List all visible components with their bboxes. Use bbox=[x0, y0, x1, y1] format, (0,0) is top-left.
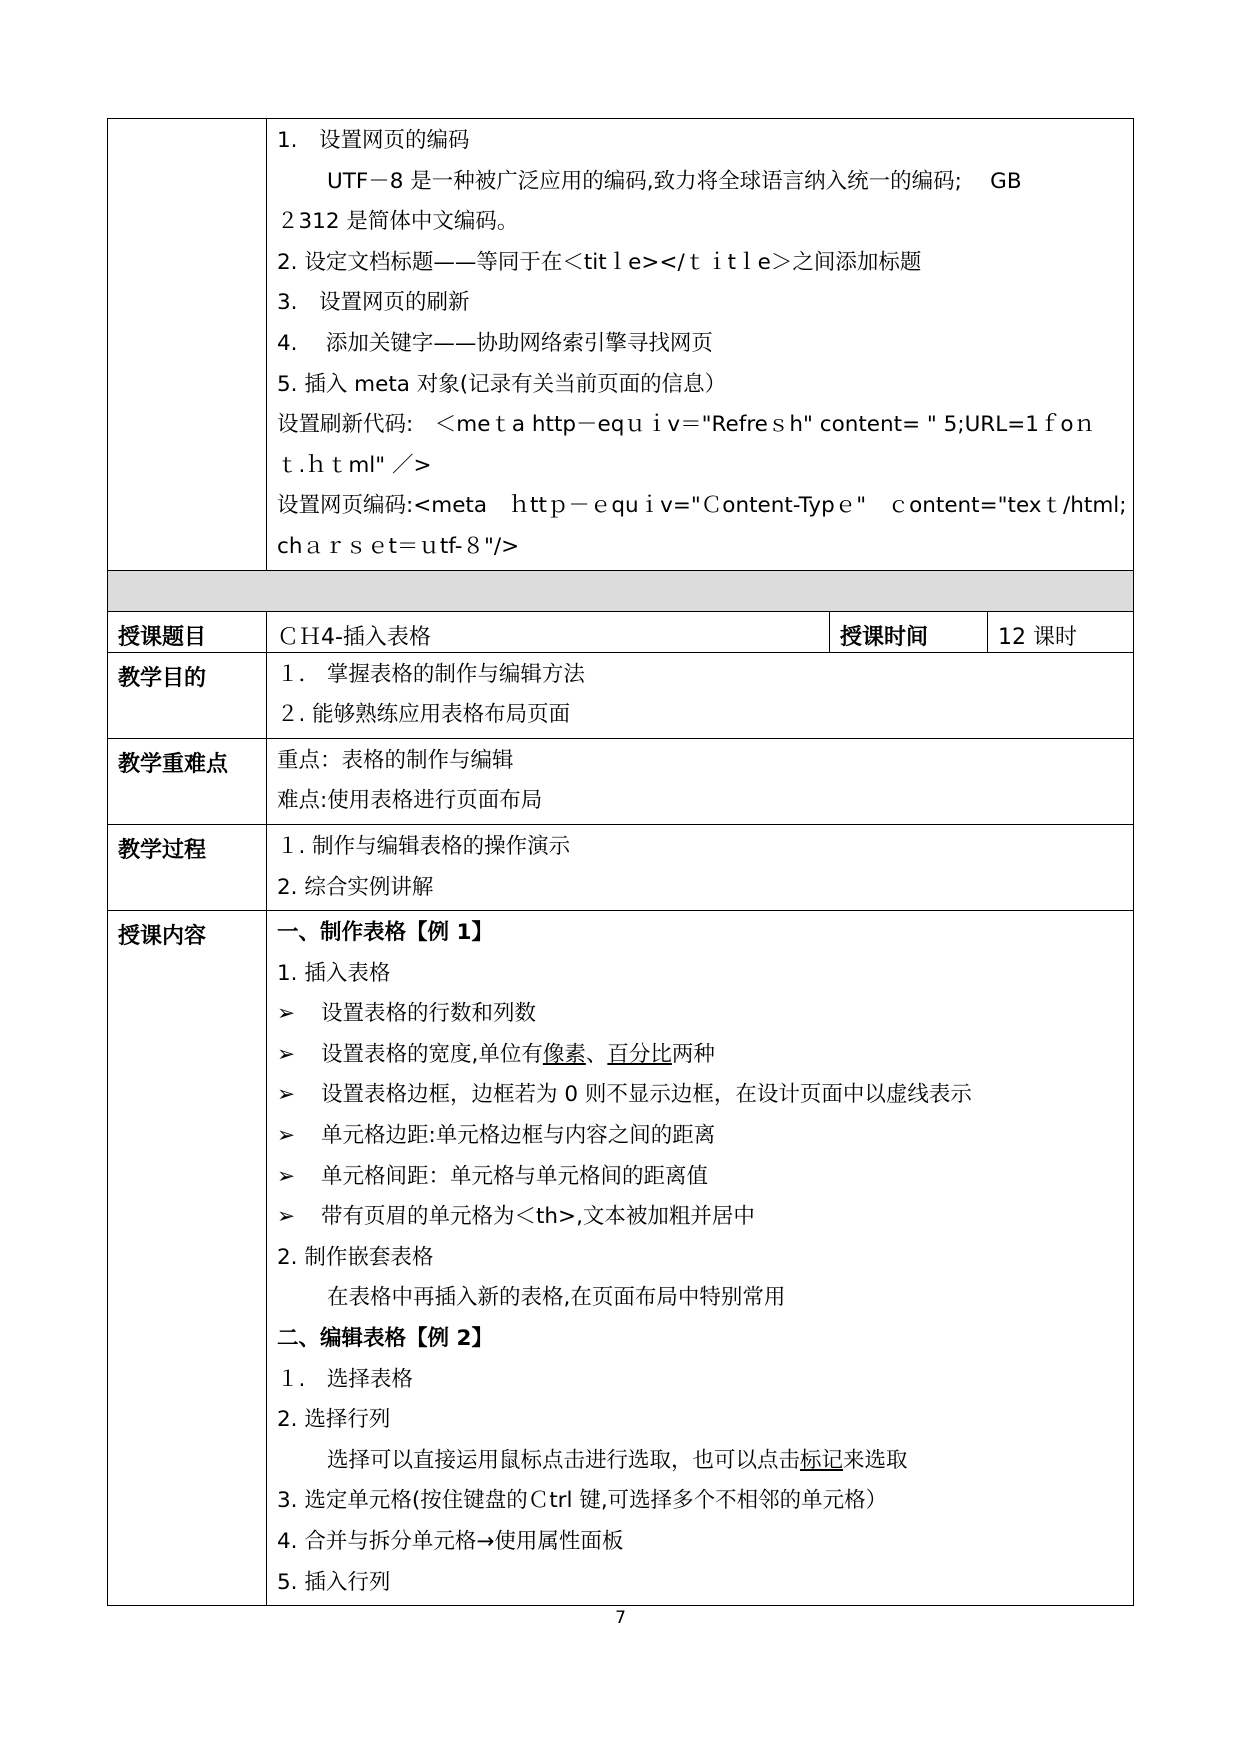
text-line: 1. 插入表格 bbox=[277, 960, 391, 986]
keypoints-content bbox=[267, 738, 1134, 824]
keypoints-label: 教学重难点 bbox=[108, 738, 267, 824]
underlined-term: 像素 bbox=[542, 1041, 586, 1067]
text-line: 设置刷新代码: ＜meｔa http－eqｕｉv＝"Refreｓh" content= " 5;URL=1ｆoｎ bbox=[277, 412, 1096, 438]
text-line: 4. 合并与拆分单元格→使用属性面板 bbox=[277, 1529, 624, 1554]
text-span: 选择可以直接运用鼠标点击进行选取，也可以点击 bbox=[327, 1447, 801, 1473]
purpose-label: 教学目的 bbox=[108, 652, 267, 738]
bullet-item bbox=[277, 1157, 1133, 1198]
keypoints-row bbox=[108, 738, 1134, 824]
bullet-item bbox=[277, 1035, 1133, 1076]
text-line: １. 制作与编辑表格的操作演示 bbox=[277, 833, 571, 859]
text-line: １． 掌握表格的制作与编辑方法 bbox=[277, 661, 585, 687]
bullet-text: 单元格间距：单元格与单元格间的距离值 bbox=[321, 1163, 709, 1189]
section-heading: 一、制作表格【例 1】 bbox=[277, 920, 493, 946]
text-line: 在表格中再插入新的表格,在页面布局中特别常用 bbox=[327, 1285, 786, 1311]
bullet-text: 设置表格的宽度,单位有 bbox=[321, 1041, 543, 1067]
text-line: ｔ.ｈｔml" ／> bbox=[277, 452, 432, 478]
bullet-text: 设置表格的行数和列数 bbox=[321, 1001, 537, 1027]
content-body bbox=[267, 911, 1134, 1606]
bullet-text: 两种 bbox=[671, 1041, 715, 1067]
text-line: 4. 添加关键字——协助网络索引擎寻找网页 bbox=[277, 330, 713, 356]
text-line: １. 选择表格 bbox=[277, 1366, 413, 1392]
text-line: UTF－8 是一种被广泛应用的编码,致力将全球语言纳入统一的编码; GB bbox=[327, 168, 1022, 194]
bullet-arrow-icon: ➢ bbox=[277, 1001, 296, 1027]
text-line: 2. 综合实例讲解 bbox=[277, 874, 434, 900]
text-line: 设置网页编码:<meta ｈttｐ－ｅquｉv="Ｃontent-Typｅ" ｃontent="texｔ/html; bbox=[277, 493, 1127, 519]
bullet-arrow-icon: ➢ bbox=[277, 1123, 296, 1149]
topic-value: ＣＨ4-插入表格 bbox=[267, 611, 830, 652]
text-line: ２. 能够熟练应用表格布局页面 bbox=[277, 702, 571, 728]
lesson-table bbox=[107, 118, 1134, 1606]
process-content bbox=[267, 824, 1134, 910]
content-label: 授课内容 bbox=[108, 911, 267, 1606]
purpose-content bbox=[267, 652, 1134, 738]
bullet-arrow-icon: ➢ bbox=[277, 1082, 296, 1108]
text-line: 难点:使用表格进行页面布局 bbox=[277, 788, 543, 814]
text-line: 1. 设置网页的编码 bbox=[277, 128, 470, 153]
topic-label: 授课题目 bbox=[108, 611, 267, 652]
text-line: 3. 选定单元格(按住键盘的Ｃtrl 键,可选择多个不相邻的单元格） bbox=[277, 1488, 888, 1514]
bullet-text: 带有页眉的单元格为＜th>,文本被加粗并居中 bbox=[321, 1204, 755, 1230]
continuation-label-cell bbox=[108, 119, 267, 571]
text-line: 5. 插入行列 bbox=[277, 1569, 391, 1595]
text-line bbox=[277, 1441, 1133, 1482]
bullet-arrow-icon: ➢ bbox=[277, 1204, 296, 1230]
bullet-text: 单元格边距:单元格边框与内容之间的距离 bbox=[321, 1123, 716, 1149]
underlined-term: 百分比 bbox=[607, 1041, 672, 1067]
time-label: 授课时间 bbox=[830, 611, 988, 652]
section-heading: 二、编辑表格【例 2】 bbox=[277, 1326, 493, 1352]
topic-row bbox=[108, 611, 1134, 652]
bullet-text: 设置表格边框，边框若为 0 则不显示边框，在设计页面中以虚线表示 bbox=[321, 1082, 972, 1108]
text-line: 2. 选择行列 bbox=[277, 1407, 391, 1433]
bullet-arrow-icon: ➢ bbox=[277, 1163, 296, 1189]
process-row bbox=[108, 824, 1134, 910]
text-span: 来选取 bbox=[843, 1447, 908, 1473]
text-line: chａｒｓｅt＝ｕtf-８"/> bbox=[277, 533, 520, 559]
content-row bbox=[108, 911, 1134, 1606]
separator-row bbox=[108, 570, 1134, 611]
bullet-arrow-icon: ➢ bbox=[277, 1041, 296, 1067]
underlined-term: 标记 bbox=[800, 1447, 844, 1473]
bullet-item bbox=[277, 994, 1133, 1035]
text-line: 2. 制作嵌套表格 bbox=[277, 1244, 434, 1270]
text-line: ２312 是简体中文编码。 bbox=[277, 209, 519, 235]
bullet-item bbox=[277, 1116, 1133, 1157]
time-value: 12 课时 bbox=[988, 611, 1134, 652]
text-line: 3. 设置网页的刷新 bbox=[277, 290, 470, 316]
bullet-item bbox=[277, 1075, 1133, 1116]
document-page bbox=[107, 118, 1133, 1606]
continuation-content-cell bbox=[267, 119, 1134, 571]
text-line: 5. 插入 meta 对象(记录有关当前页面的信息） bbox=[277, 371, 727, 397]
text-line: 重点：表格的制作与编辑 bbox=[277, 747, 514, 773]
text-line: 2. 设定文档标题——等同于在＜titｌe></ｔｉtｌe＞之间添加标题 bbox=[277, 249, 922, 275]
bullet-text: 、 bbox=[585, 1041, 608, 1067]
continuation-row bbox=[108, 119, 1134, 571]
separator-cell bbox=[108, 570, 1134, 611]
page-number: 7 bbox=[615, 1608, 626, 1628]
bullet-item bbox=[277, 1197, 1133, 1238]
process-label: 教学过程 bbox=[108, 824, 267, 910]
purpose-row bbox=[108, 652, 1134, 738]
